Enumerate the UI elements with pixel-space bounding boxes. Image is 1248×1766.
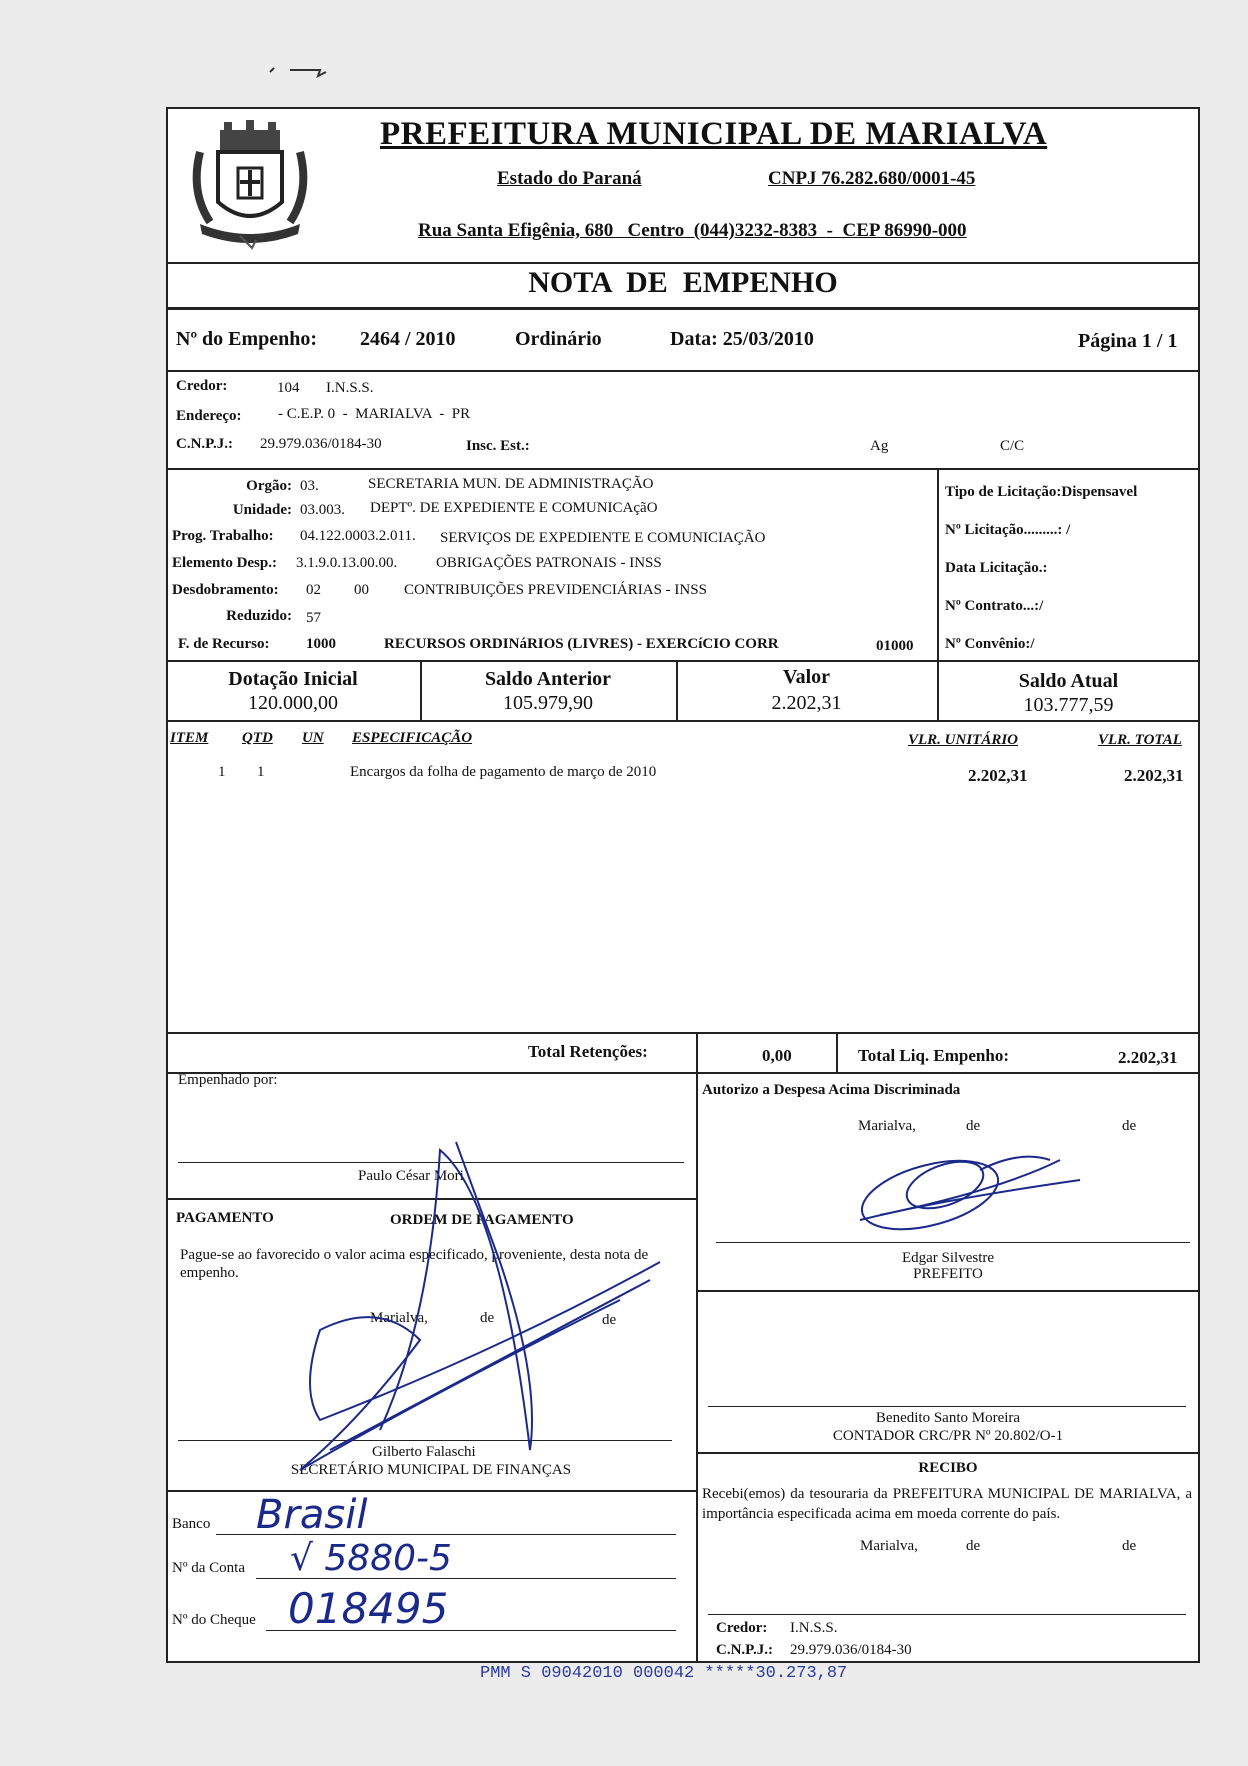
header-title: PREFEITURA MUNICIPAL DE MARIALVA xyxy=(380,116,1048,152)
autorizo-place: Marialva, xyxy=(858,1118,916,1134)
prog-trabalho-desc: SERVIÇOS DE EXPEDIENTE E COMUNICIAÇÃO xyxy=(440,530,766,546)
desdobramento-label: Desdobramento: xyxy=(172,582,279,598)
total-liquido-label: Total Liq. Empenho: xyxy=(858,1046,1009,1065)
endereco-label: Endereço: xyxy=(176,408,242,424)
empenhado-name: Paulo César Mori xyxy=(358,1168,464,1184)
col-header-vlr-unitario: VLR. UNITÁRIO xyxy=(908,732,1019,748)
ordem-pagamento-title: ORDEM DE PAGAMENTO xyxy=(390,1212,574,1228)
prog-trabalho-label: Prog. Trabalho: xyxy=(172,528,274,544)
row-qtd: 1 xyxy=(257,764,265,780)
elemento-code: 3.1.9.0.13.00.00. xyxy=(296,555,398,571)
orgao-code: 03. xyxy=(300,478,319,494)
unidade-label: Unidade: xyxy=(232,502,292,518)
fonte-recurso-label: F. de Recurso: xyxy=(178,636,270,652)
recibo-cnpj: 29.979.036/0184-30 xyxy=(790,1642,912,1658)
row-unit-value: 2.202,31 xyxy=(968,766,1028,785)
dotacao-inicial-value: 120.000,00 xyxy=(248,692,338,714)
row-total-value: 2.202,31 xyxy=(1124,766,1184,785)
reduzido-code: 57 xyxy=(306,610,321,626)
banco-handwritten: Brasil xyxy=(256,1492,368,1538)
insc-est-label: Insc. Est.: xyxy=(466,438,530,454)
numero-contrato: Nº Contrato...:/ xyxy=(945,598,1044,614)
recibo-cnpj-label: C.N.P.J.: xyxy=(716,1642,773,1658)
fonte-recurso-desc: RECURSOS ORDINáRIOS (LIVRES) - EXERCíCIO CORR xyxy=(384,636,779,652)
numero-licitacao: Nº Licitação.........: / xyxy=(945,522,1071,538)
recibo-place: Marialva, xyxy=(860,1538,918,1554)
row-desc: Encargos da folha de pagamento de março de 2010 xyxy=(350,764,657,780)
unidade-code: 03.003. xyxy=(300,502,345,518)
elemento-desc: OBRIGAÇÕES PATRONAIS - INSS xyxy=(436,555,662,571)
col-header-item: ITEM xyxy=(170,730,209,746)
desdobramento-code2: 00 xyxy=(354,582,369,598)
empenho-label: Nº do Empenho: xyxy=(176,328,318,350)
credor-code: 104 xyxy=(277,380,300,396)
desdobramento-desc: CONTRIBUIÇÕES PREVIDENCIÁRIAS - INSS xyxy=(404,582,707,598)
header-address: Rua Santa Efigênia, 680 Centro (044)3232-8383 - CEP 86990-000 xyxy=(418,220,967,241)
recibo-credor: I.N.S.S. xyxy=(790,1620,838,1636)
pagamento-place: Marialva, xyxy=(370,1310,428,1326)
pagamento-de1: de xyxy=(480,1310,495,1326)
handwritten-scribble xyxy=(270,68,326,76)
credor-label: Credor: xyxy=(176,378,228,394)
credor-cnpj-label: C.N.P.J.: xyxy=(176,436,233,452)
valor-label: Valor xyxy=(782,666,831,688)
empenho-number: 2464 / 2010 xyxy=(360,328,456,350)
conta-handwritten: √ 5880-5 xyxy=(290,1538,452,1579)
prefeito-role: PREFEITO xyxy=(913,1266,983,1282)
prefeito-name: Edgar Silvestre xyxy=(901,1250,995,1266)
recibo-credor-label: Credor: xyxy=(716,1620,768,1636)
prog-trabalho-code: 04.122.0003.2.011. xyxy=(300,528,416,544)
total-retencoes-label: Total Retenções: xyxy=(528,1042,648,1061)
autorizo-de1: de xyxy=(966,1118,981,1134)
recibo-text: Recebi(emos) da tesouraria da PREFEITURA MUNICIPAL DE MARIALVA, a importância especificada acima em moeda corrente do país. xyxy=(702,1486,1192,1522)
signature-paulo-cesar-mori xyxy=(380,1142,532,1450)
contador-name: Benedito Santo Moreira xyxy=(875,1410,1021,1426)
autorizo-title: Autorizo a Despesa Acima Discriminada xyxy=(702,1082,961,1098)
numero-convenio: Nº Convênio:/ xyxy=(945,636,1035,652)
pagamento-de2: de xyxy=(602,1312,617,1328)
col-header-un: UN xyxy=(302,730,324,746)
orgao-desc: SECRETARIA MUN. DE ADMINISTRAÇÃO xyxy=(368,476,654,492)
row-item: 1 xyxy=(218,764,226,780)
unidade-desc: DEPTº. DE EXPEDIENTE E COMUNICAçãO xyxy=(370,500,658,516)
recibo-de2: de xyxy=(1122,1538,1137,1554)
pagamento-signer-role: SECRETÁRIO MUNICIPAL DE FINANÇAS xyxy=(290,1462,572,1478)
elemento-label: Elemento Desp.: xyxy=(172,555,277,571)
document-title: NOTA DE EMPENHO xyxy=(528,266,838,299)
data-licitacao: Data Licitação.: xyxy=(945,560,1048,576)
col-header-especificacao: ESPECIFICAÇÃO xyxy=(352,730,473,746)
empenhado-label: Empenhado por: xyxy=(178,1072,278,1088)
tipo-licitacao: Tipo de Licitação:Dispensavel xyxy=(945,484,1138,500)
endereco-value: - C.E.P. 0 - MARIALVA - PR xyxy=(278,406,471,422)
credor-cnpj: 29.979.036/0184-30 xyxy=(260,436,382,452)
header-cnpj: CNPJ 76.282.680/0001-45 xyxy=(768,168,976,189)
cheque-label: Nº do Cheque xyxy=(172,1612,256,1628)
saldo-atual-label: Saldo Atual xyxy=(1018,670,1119,692)
contador-role: CONTADOR CRC/PR Nº 20.802/O-1 xyxy=(832,1428,1064,1444)
processing-stamp: PMM S 09042010 000042 *****30.273,87 xyxy=(480,1664,848,1683)
fonte-recurso-code: 1000 xyxy=(306,636,336,652)
valor-value: 2.202,31 xyxy=(771,692,842,714)
total-retencoes-value: 0,00 xyxy=(762,1046,792,1065)
pagamento-title: PAGAMENTO xyxy=(176,1210,274,1226)
header-state: Estado do Paraná xyxy=(497,168,642,189)
agencia-label: Ag xyxy=(870,438,889,454)
orgao-label: Orgão: xyxy=(246,478,292,494)
empenho-date: Data: 25/03/2010 xyxy=(670,328,814,350)
recibo-de1: de xyxy=(966,1538,981,1554)
fonte-recurso-code2: 01000 xyxy=(876,638,914,654)
pagamento-signer-name: Gilberto Falaschi xyxy=(372,1444,476,1460)
col-header-qtd: QTD xyxy=(242,730,273,746)
pagamento-text: Pague-se ao favorecido o valor acima especificado, proveniente, desta nota de empenho. xyxy=(180,1247,649,1281)
credor-name: I.N.S.S. xyxy=(326,380,374,396)
cheque-handwritten: 018495 xyxy=(288,1584,449,1633)
saldo-atual-value: 103.777,59 xyxy=(1023,694,1114,716)
signature-gilberto-falaschi xyxy=(300,1262,660,1470)
total-liquido-value: 2.202,31 xyxy=(1118,1048,1178,1067)
banco-label: Banco xyxy=(172,1516,211,1532)
saldo-anterior-value: 105.979,90 xyxy=(503,692,593,714)
saldo-anterior-label: Saldo Anterior xyxy=(484,668,612,690)
empenho-page: Página 1 / 1 xyxy=(1078,330,1178,352)
conta-label: Nº da Conta xyxy=(172,1560,245,1576)
autorizo-de2: de xyxy=(1122,1118,1137,1134)
reduzido-label: Reduzido: xyxy=(226,608,292,624)
col-header-vlr-total: VLR. TOTAL xyxy=(1098,732,1182,748)
desdobramento-code1: 02 xyxy=(306,582,321,598)
signature-edgar-silvestre xyxy=(855,1148,1080,1242)
conta-corrente-label: C/C xyxy=(1000,438,1025,454)
empenho-type: Ordinário xyxy=(515,328,602,350)
dotacao-inicial-label: Dotação Inicial xyxy=(228,668,358,690)
recibo-title: RECIBO xyxy=(918,1460,978,1476)
